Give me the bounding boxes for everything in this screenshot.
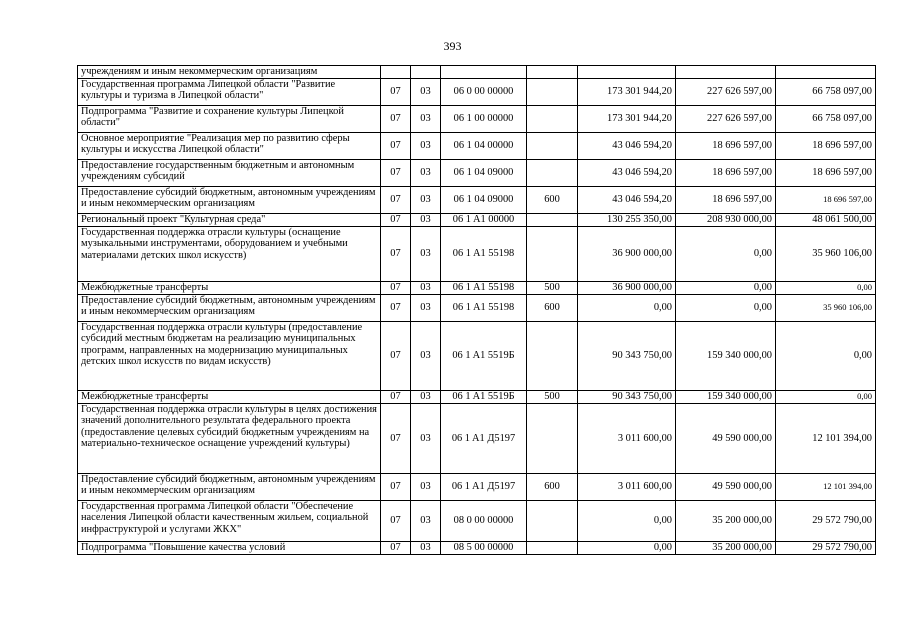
amount-2022: 43 046 594,20 <box>578 133 676 160</box>
subsection-code: 03 <box>411 160 441 187</box>
amount-2023: 18 696 597,00 <box>676 133 776 160</box>
table-row <box>78 214 876 227</box>
target-article: 06 1 A1 5519Б <box>441 391 527 404</box>
target-article: 06 1 A1 5519Б <box>441 322 527 391</box>
row-name: Основное мероприятие "Реализация мер по развитию сферы культуры и искусства Липецкой области" <box>78 133 381 160</box>
subsection-code: 03 <box>411 404 441 474</box>
target-article: 06 1 04 00000 <box>441 133 527 160</box>
section-code: 07 <box>381 160 411 187</box>
amount-2024: 48 061 500,00 <box>776 214 876 227</box>
amount-2024: 12 101 394,00 <box>776 404 876 474</box>
target-article: 06 1 A1 55198 <box>441 282 527 295</box>
row-name: Предоставление государственным бюджетным и автономным учреждениям субсидий <box>78 160 381 187</box>
target-article: 06 1 04 09000 <box>441 187 527 214</box>
amount-2024: 66 758 097,00 <box>776 79 876 106</box>
amount-2024: 35 960 106,00 <box>776 295 876 322</box>
expense-type <box>527 160 578 187</box>
section-code: 07 <box>381 404 411 474</box>
row-name: Государственная программа Липецкой области "Обеспечение населения Липецкой области качественным жильем, социальной инфраструктурой и услугами ЖКХ" <box>78 501 381 542</box>
amount-2024: 12 101 394,00 <box>776 474 876 501</box>
amount-2023: 49 590 000,00 <box>676 474 776 501</box>
subsection-code: 03 <box>411 133 441 160</box>
row-name: Государственная поддержка отрасли культуры (оснащение музыкальными инструментами, оборудованием и учебными материалами детских школ искусств) <box>78 227 381 282</box>
target-article: 06 0 00 00000 <box>441 79 527 106</box>
section-code: 07 <box>381 391 411 404</box>
target-article: 06 1 A1 Д5197 <box>441 474 527 501</box>
subsection-code: 03 <box>411 282 441 295</box>
amount-2023: 159 340 000,00 <box>676 391 776 404</box>
table-row <box>78 404 876 474</box>
amount-2023: 18 696 597,00 <box>676 187 776 214</box>
amount-2024: 0,00 <box>776 282 876 295</box>
amount-2023: 35 200 000,00 <box>676 501 776 542</box>
amount-2023: 0,00 <box>676 295 776 322</box>
subsection-code: 03 <box>411 295 441 322</box>
section-code: 07 <box>381 106 411 133</box>
expense-type: 600 <box>527 474 578 501</box>
table-body <box>78 66 876 555</box>
amount-2022: 43 046 594,20 <box>578 187 676 214</box>
section-code: 07 <box>381 282 411 295</box>
expense-type <box>527 501 578 542</box>
amount-2022: 3 011 600,00 <box>578 404 676 474</box>
row-name: Межбюджетные трансферты <box>78 391 381 404</box>
subsection-code: 03 <box>411 79 441 106</box>
table-row <box>78 295 876 322</box>
subsection-code: 03 <box>411 227 441 282</box>
table-row <box>78 391 876 404</box>
row-name: Межбюджетные трансферты <box>78 282 381 295</box>
expense-type <box>527 404 578 474</box>
expense-type <box>527 322 578 391</box>
target-article: 06 1 A1 00000 <box>441 214 527 227</box>
row-name: Предоставление субсидий бюджетным, автономным учреждениям и иным некоммерческим организациям <box>78 474 381 501</box>
amount-2022: 43 046 594,20 <box>578 160 676 187</box>
amount-2022: 36 900 000,00 <box>578 227 676 282</box>
subsection-code <box>411 66 441 79</box>
section-code: 07 <box>381 227 411 282</box>
page-number: 393 <box>443 39 462 53</box>
table-row <box>78 474 876 501</box>
row-name: Государственная поддержка отрасли культуры (предоставление субсидий местным бюджетам на реализацию муниципальных программ, направленных на модернизацию муниципальных детских школ искусств по видам искусств) <box>78 322 381 391</box>
amount-2022: 0,00 <box>578 542 676 555</box>
section-code: 07 <box>381 133 411 160</box>
amount-2024: 18 696 597,00 <box>776 187 876 214</box>
section-code: 07 <box>381 322 411 391</box>
amount-2024: 29 572 790,00 <box>776 542 876 555</box>
section-code: 07 <box>381 214 411 227</box>
row-name: Государственная поддержка отрасли культуры в целях достижения значений дополнительного результата федерального проекта (предоставление целевых субсидий бюджетным учреждениям на материально-техническое оснащение учреждений культуры) <box>78 404 381 474</box>
amount-2022 <box>578 66 676 79</box>
row-name: Предоставление субсидий бюджетным, автономным учреждениям и иным некоммерческим организациям <box>78 187 381 214</box>
amount-2022: 0,00 <box>578 295 676 322</box>
amount-2022: 3 011 600,00 <box>578 474 676 501</box>
target-article: 06 1 A1 55198 <box>441 227 527 282</box>
expense-type: 500 <box>527 282 578 295</box>
amount-2022: 90 343 750,00 <box>578 322 676 391</box>
amount-2022: 130 255 350,00 <box>578 214 676 227</box>
amount-2023 <box>676 66 776 79</box>
target-article: 06 1 A1 Д5197 <box>441 404 527 474</box>
subsection-code: 03 <box>411 214 441 227</box>
target-article: 08 5 00 00000 <box>441 542 527 555</box>
amount-2022: 36 900 000,00 <box>578 282 676 295</box>
subsection-code: 03 <box>411 501 441 542</box>
subsection-code: 03 <box>411 391 441 404</box>
expense-type <box>527 106 578 133</box>
amount-2023: 0,00 <box>676 227 776 282</box>
section-code: 07 <box>381 474 411 501</box>
subsection-code: 03 <box>411 187 441 214</box>
expense-type <box>527 79 578 106</box>
amount-2023: 0,00 <box>676 282 776 295</box>
amount-2023: 227 626 597,00 <box>676 106 776 133</box>
amount-2024: 0,00 <box>776 322 876 391</box>
amount-2023: 18 696 597,00 <box>676 160 776 187</box>
row-name: учреждениям и иным некоммерческим организациям <box>78 66 381 79</box>
amount-2024: 35 960 106,00 <box>776 227 876 282</box>
subsection-code: 03 <box>411 322 441 391</box>
amount-2024: 66 758 097,00 <box>776 106 876 133</box>
amount-2024: 29 572 790,00 <box>776 501 876 542</box>
table-row <box>78 322 876 391</box>
row-name: Подпрограмма "Развитие и сохранение культуры Липецкой области" <box>78 106 381 133</box>
expense-type <box>527 66 578 79</box>
target-article: 06 1 04 09000 <box>441 160 527 187</box>
target-article <box>441 66 527 79</box>
amount-2022: 173 301 944,20 <box>578 106 676 133</box>
section-code: 07 <box>381 542 411 555</box>
section-code: 07 <box>381 501 411 542</box>
target-article: 06 1 00 00000 <box>441 106 527 133</box>
table-row <box>78 501 876 542</box>
amount-2023: 208 930 000,00 <box>676 214 776 227</box>
amount-2023: 49 590 000,00 <box>676 404 776 474</box>
subsection-code: 03 <box>411 542 441 555</box>
section-code: 07 <box>381 187 411 214</box>
row-name: Государственная программа Липецкой области "Развитие культуры и туризма в Липецкой области" <box>78 79 381 106</box>
table-row <box>78 542 876 555</box>
section-code: 07 <box>381 295 411 322</box>
expense-type <box>527 214 578 227</box>
expense-type: 500 <box>527 391 578 404</box>
amount-2022: 90 343 750,00 <box>578 391 676 404</box>
budget-table <box>77 65 876 555</box>
amount-2024: 18 696 597,00 <box>776 160 876 187</box>
row-name: Предоставление субсидий бюджетным, автономным учреждениям и иным некоммерческим организациям <box>78 295 381 322</box>
table-row <box>78 187 876 214</box>
row-name: Региональный проект "Культурная среда" <box>78 214 381 227</box>
expense-type: 600 <box>527 187 578 214</box>
expense-type <box>527 133 578 160</box>
amount-2024: 0,00 <box>776 391 876 404</box>
table-row <box>78 160 876 187</box>
target-article: 08 0 00 00000 <box>441 501 527 542</box>
amount-2022: 173 301 944,20 <box>578 79 676 106</box>
table-row <box>78 66 876 79</box>
expense-type: 600 <box>527 295 578 322</box>
table-row <box>78 133 876 160</box>
expense-type <box>527 227 578 282</box>
section-code: 07 <box>381 79 411 106</box>
amount-2023: 159 340 000,00 <box>676 322 776 391</box>
amount-2024 <box>776 66 876 79</box>
table-row <box>78 106 876 133</box>
section-code <box>381 66 411 79</box>
expense-type <box>527 542 578 555</box>
amount-2023: 35 200 000,00 <box>676 542 776 555</box>
subsection-code: 03 <box>411 106 441 133</box>
amount-2022: 0,00 <box>578 501 676 542</box>
amount-2023: 227 626 597,00 <box>676 79 776 106</box>
target-article: 06 1 A1 55198 <box>441 295 527 322</box>
table-row <box>78 227 876 282</box>
subsection-code: 03 <box>411 474 441 501</box>
amount-2024: 18 696 597,00 <box>776 133 876 160</box>
row-name: Подпрограмма "Повышение качества условий <box>78 542 381 555</box>
table-row <box>78 79 876 106</box>
table-row <box>78 282 876 295</box>
